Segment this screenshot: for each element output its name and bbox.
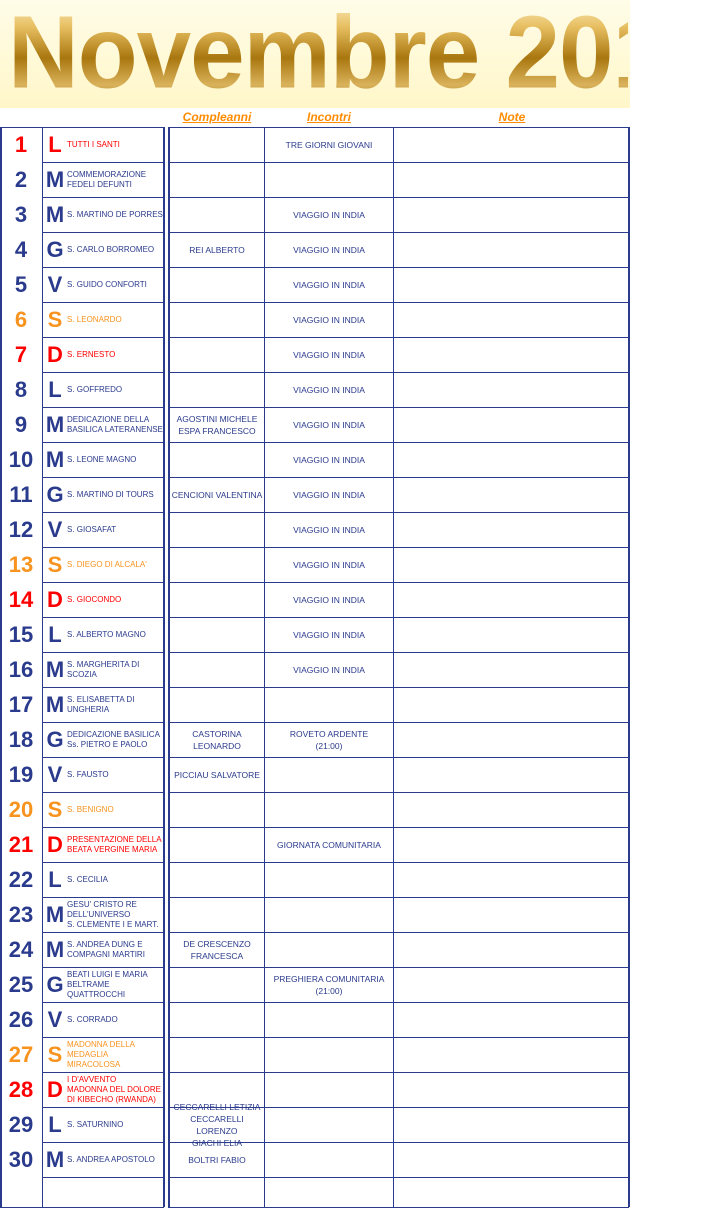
saint-name: S. MARTINO DE PORRES <box>67 209 163 219</box>
day-number: 12 <box>8 517 34 542</box>
saint-name: I D'AVVENTO MADONNA DEL DOLORE DI KIBECHO (RWANDA) <box>67 1074 161 1104</box>
day-row <box>0 267 630 302</box>
day-number: 4 <box>14 237 28 262</box>
weekday-letter: G <box>46 237 64 262</box>
event-cell[interactable]: VIAGGIO IN INDIA <box>293 454 365 465</box>
event-cell[interactable]: VIAGGIO IN INDIA <box>293 314 365 325</box>
saint-name: GESU' CRISTO RE DELL'UNIVERSO S. CLEMENTE I E MART. <box>67 899 159 929</box>
event-cell[interactable]: VIAGGIO IN INDIA <box>293 279 365 290</box>
event-cell[interactable] <box>265 1142 393 1177</box>
day-number: 20 <box>8 797 34 822</box>
birthday-cell[interactable] <box>170 442 264 477</box>
grid-hline <box>43 1177 164 1178</box>
birthday-cell[interactable] <box>170 1002 264 1037</box>
event-cell[interactable]: PREGHIERA COMUNITARIA (21:00) <box>273 973 385 996</box>
weekday-letter: M <box>45 202 65 227</box>
saint-name: S. CORRADO <box>67 1014 118 1024</box>
event-cell[interactable] <box>265 862 393 897</box>
birthday-cell[interactable] <box>170 337 264 372</box>
weekday-letter: L <box>48 377 62 402</box>
birthday-cell[interactable] <box>170 897 264 932</box>
day-number: 7 <box>14 342 28 367</box>
weekday-letter: M <box>45 692 65 717</box>
note-cell[interactable] <box>394 1002 630 1037</box>
saint-name: PRESENTAZIONE DELLA BEATA VERGINE MARIA <box>67 834 162 854</box>
event-cell[interactable] <box>265 1072 393 1107</box>
day-row <box>0 512 630 547</box>
birthday-cell[interactable]: AGOSTINI MICHELE ESPA FRANCESCO <box>176 413 258 436</box>
day-row <box>0 757 630 792</box>
note-cell[interactable] <box>394 302 630 337</box>
weekday-letter: L <box>48 622 62 647</box>
weekday-letter: L <box>48 132 62 157</box>
weekday-letter: V <box>47 272 63 297</box>
day-row <box>0 897 630 932</box>
weekday-letter: M <box>45 657 65 682</box>
saint-name: S. GIOCONDO <box>67 594 122 604</box>
column-header-compleanni: Compleanni <box>182 110 252 124</box>
birthday-cell[interactable]: REI ALBERTO <box>189 244 245 255</box>
day-row <box>0 442 630 477</box>
day-number: 27 <box>8 1042 34 1067</box>
day-number: 29 <box>8 1112 34 1137</box>
note-cell[interactable] <box>394 792 630 827</box>
day-row <box>0 162 630 197</box>
weekday-letter: M <box>45 447 65 472</box>
saint-name: S. ANDREA DUNG E COMPAGNI MARTIRI <box>67 939 145 959</box>
column-header-incontri: Incontri <box>307 110 351 124</box>
event-cell[interactable]: VIAGGIO IN INDIA <box>293 244 365 255</box>
saint-name: S. GUIDO CONFORTI <box>67 279 147 289</box>
event-cell[interactable]: TRE GIORNI GIOVANI <box>285 139 373 150</box>
grid-hline <box>0 1207 164 1208</box>
event-cell[interactable] <box>265 932 393 967</box>
day-number: 19 <box>8 762 34 787</box>
weekday-letter: S <box>47 1042 63 1067</box>
birthday-cell[interactable] <box>170 687 264 722</box>
day-number: 23 <box>8 902 34 927</box>
note-cell[interactable] <box>394 652 630 687</box>
day-number: 14 <box>8 587 34 612</box>
grid-hline <box>169 1177 629 1178</box>
column-header-note: Note <box>498 110 526 124</box>
weekday-letter: L <box>48 1112 62 1137</box>
day-row <box>0 477 630 512</box>
birthday-cell[interactable]: BOLTRI FABIO <box>188 1154 246 1165</box>
day-row <box>0 1037 630 1072</box>
header-banner <box>0 0 720 110</box>
day-number: 28 <box>8 1077 34 1102</box>
event-cell[interactable]: VIAGGIO IN INDIA <box>293 209 365 220</box>
weekday-letter: L <box>48 867 62 892</box>
event-cell[interactable] <box>265 162 393 197</box>
note-cell[interactable] <box>394 267 630 302</box>
event-cell[interactable]: VIAGGIO IN INDIA <box>293 384 365 395</box>
weekday-letter: G <box>46 972 64 997</box>
day-number: 10 <box>8 447 34 472</box>
day-row <box>0 127 630 162</box>
note-cell[interactable] <box>394 827 630 862</box>
day-row <box>0 232 630 267</box>
birthday-cell[interactable] <box>170 617 264 652</box>
birthday-cell[interactable] <box>170 267 264 302</box>
day-number: 8 <box>14 377 28 402</box>
note-cell[interactable] <box>394 512 630 547</box>
weekday-letter: G <box>46 727 64 752</box>
day-row <box>0 407 630 442</box>
note-cell[interactable] <box>394 232 630 267</box>
note-cell[interactable] <box>394 897 630 932</box>
note-cell[interactable] <box>394 197 630 232</box>
day-row <box>0 547 630 582</box>
event-cell[interactable]: VIAGGIO IN INDIA <box>293 489 365 500</box>
weekday-letter: V <box>47 762 63 787</box>
weekday-letter: M <box>45 167 65 192</box>
event-cell[interactable] <box>265 757 393 792</box>
saint-name: S. BENIGNO <box>67 804 114 814</box>
note-cell[interactable] <box>394 407 630 442</box>
birthday-cell[interactable] <box>170 1037 264 1072</box>
saint-name: S. GIOSAFAT <box>67 524 117 534</box>
event-cell[interactable]: ROVETO ARDENTE (21:00) <box>289 728 369 751</box>
birthday-cell[interactable] <box>170 827 264 862</box>
weekday-letter: D <box>47 587 63 612</box>
event-cell[interactable] <box>265 1107 393 1142</box>
event-cell[interactable]: VIAGGIO IN INDIA <box>293 664 365 675</box>
event-cell[interactable]: VIAGGIO IN INDIA <box>293 629 365 640</box>
birthday-cell[interactable] <box>170 652 264 687</box>
birthday-cell[interactable] <box>170 302 264 337</box>
event-cell[interactable] <box>265 897 393 932</box>
birthday-cell[interactable] <box>170 372 264 407</box>
note-cell[interactable] <box>394 1107 630 1142</box>
birthday-cell[interactable] <box>170 162 264 197</box>
day-row <box>0 372 630 407</box>
event-cell[interactable]: VIAGGIO IN INDIA <box>293 559 365 570</box>
day-number: 24 <box>8 937 34 962</box>
note-cell[interactable] <box>394 932 630 967</box>
day-number: 9 <box>14 412 28 437</box>
day-row <box>0 197 630 232</box>
birthday-cell[interactable] <box>170 582 264 617</box>
day-number: 15 <box>8 622 34 647</box>
day-row <box>0 302 630 337</box>
note-cell[interactable] <box>394 372 630 407</box>
note-cell[interactable] <box>394 722 630 757</box>
saint-name: S. CARLO BORROMEO <box>67 244 155 254</box>
day-number: 11 <box>9 482 33 507</box>
saint-name: S. MARTINO DI TOURS <box>67 489 154 499</box>
day-row <box>0 687 630 722</box>
day-row <box>0 932 630 967</box>
day-number: 17 <box>8 692 34 717</box>
note-cell[interactable] <box>394 1142 630 1177</box>
birthday-cell[interactable] <box>170 512 264 547</box>
event-cell[interactable] <box>265 1002 393 1037</box>
weekday-letter: S <box>47 797 63 822</box>
day-number: 21 <box>8 832 34 857</box>
day-row <box>0 1101 630 1148</box>
saint-name: COMMEMORAZIONE FEDELI DEFUNTI <box>67 169 147 189</box>
weekday-letter: G <box>46 482 64 507</box>
day-row <box>0 827 630 862</box>
birthday-cell[interactable]: CENCIONI VALENTINA <box>171 489 263 500</box>
day-row <box>0 617 630 652</box>
saint-name: S. SATURNINO <box>67 1119 124 1129</box>
day-number: 16 <box>8 657 34 682</box>
note-cell[interactable] <box>394 337 630 372</box>
weekday-letter: D <box>47 1077 63 1102</box>
saint-name: S. CECILIA <box>67 874 108 884</box>
birthday-cell[interactable]: DE CRESCENZO FRANCESCA <box>183 938 251 961</box>
note-cell[interactable] <box>394 162 630 197</box>
day-row <box>0 652 630 687</box>
note-cell[interactable] <box>394 477 630 512</box>
page-title: Novembre 2010 <box>8 0 628 111</box>
day-number: 1 <box>14 132 28 157</box>
birthday-cell[interactable] <box>170 792 264 827</box>
day-number: 30 <box>8 1147 34 1172</box>
weekday-letter: V <box>47 1007 63 1032</box>
event-cell[interactable]: VIAGGIO IN INDIA <box>293 594 365 605</box>
saint-name: S. ALBERTO MAGNO <box>67 629 146 639</box>
saint-name: S. GOFFREDO <box>67 384 123 394</box>
birthday-cell[interactable] <box>170 197 264 232</box>
day-row <box>0 1002 630 1037</box>
saint-name: BEATI LUIGI E MARIA BELTRAME QUATTROCCHI <box>67 969 148 999</box>
note-cell[interactable] <box>394 862 630 897</box>
note-cell[interactable] <box>394 1037 630 1072</box>
note-cell[interactable] <box>394 127 630 162</box>
event-cell[interactable] <box>265 1037 393 1072</box>
note-cell[interactable] <box>394 617 630 652</box>
weekday-letter: S <box>47 552 63 577</box>
day-number: 3 <box>14 202 28 227</box>
saint-name: S. LEONARDO <box>67 314 122 324</box>
day-row <box>0 792 630 827</box>
weekday-letter: M <box>45 937 65 962</box>
event-cell[interactable] <box>265 792 393 827</box>
note-cell[interactable] <box>394 757 630 792</box>
note-cell[interactable] <box>394 582 630 617</box>
event-cell[interactable]: VIAGGIO IN INDIA <box>293 349 365 360</box>
day-row <box>0 1142 630 1177</box>
note-cell[interactable] <box>394 1072 630 1107</box>
weekday-letter: M <box>45 412 65 437</box>
saint-name: S. MARGHERITA DI SCOZIA <box>67 659 140 679</box>
weekday-letter: D <box>47 832 63 857</box>
day-row <box>0 1072 630 1107</box>
weekday-letter: D <box>47 342 63 367</box>
weekday-letter: S <box>47 307 63 332</box>
day-number: 22 <box>8 867 34 892</box>
birthday-cell[interactable] <box>170 967 264 1002</box>
saint-name: S. ANDREA APOSTOLO <box>67 1154 155 1164</box>
grid-hline <box>168 1207 629 1208</box>
note-cell[interactable] <box>394 547 630 582</box>
event-cell[interactable]: VIAGGIO IN INDIA <box>293 419 365 430</box>
day-number: 13 <box>8 552 34 577</box>
day-row <box>0 862 630 897</box>
saint-name: S. ERNESTO <box>67 349 116 359</box>
event-cell[interactable]: GIORNATA COMUNITARIA <box>277 839 381 850</box>
saint-name: TUTTI I SANTI <box>67 139 120 149</box>
day-number: 18 <box>8 727 34 752</box>
day-row <box>0 582 630 617</box>
saint-name: MADONNA DELLA MEDAGLIA MIRACOLOSA <box>67 1039 136 1069</box>
event-cell[interactable] <box>265 687 393 722</box>
birthday-cell[interactable]: CASTORINA LEONARDO <box>192 728 242 751</box>
day-row <box>0 337 630 372</box>
saint-name: S. LEONE MAGNO <box>67 454 137 464</box>
saint-name: DEDICAZIONE DELLA BASILICA LATERANENSE <box>67 414 163 434</box>
event-cell[interactable]: VIAGGIO IN INDIA <box>293 524 365 535</box>
birthday-cell[interactable] <box>170 862 264 897</box>
saint-name: S. ELISABETTA DI UNGHERIA <box>67 694 135 714</box>
birthday-cell[interactable]: PICCIAU SALVATORE <box>174 769 260 780</box>
weekday-letter: M <box>45 902 65 927</box>
saint-name: DEDICAZIONE BASILICA Ss. PIETRO E PAOLO <box>67 729 160 749</box>
day-number: 6 <box>14 307 28 332</box>
day-row <box>0 967 630 1002</box>
day-number: 2 <box>14 167 28 192</box>
day-number: 26 <box>8 1007 34 1032</box>
weekday-letter: M <box>45 1147 65 1172</box>
saint-name: S. DIEGO DI ALCALA' <box>67 559 147 569</box>
day-row <box>0 722 630 757</box>
birthday-cell[interactable] <box>170 547 264 582</box>
weekday-letter: V <box>47 517 63 542</box>
note-cell[interactable] <box>394 687 630 722</box>
birthday-cell[interactable]: CECCARELLI LETIZIA CECCARELLI LORENZO GIACHI ELIA <box>173 1101 261 1148</box>
note-cell[interactable] <box>394 967 630 1002</box>
saint-name: S. FAUSTO <box>67 769 109 779</box>
day-number: 5 <box>14 272 28 297</box>
day-number: 25 <box>8 972 34 997</box>
birthday-cell[interactable] <box>170 127 264 162</box>
note-cell[interactable] <box>394 442 630 477</box>
